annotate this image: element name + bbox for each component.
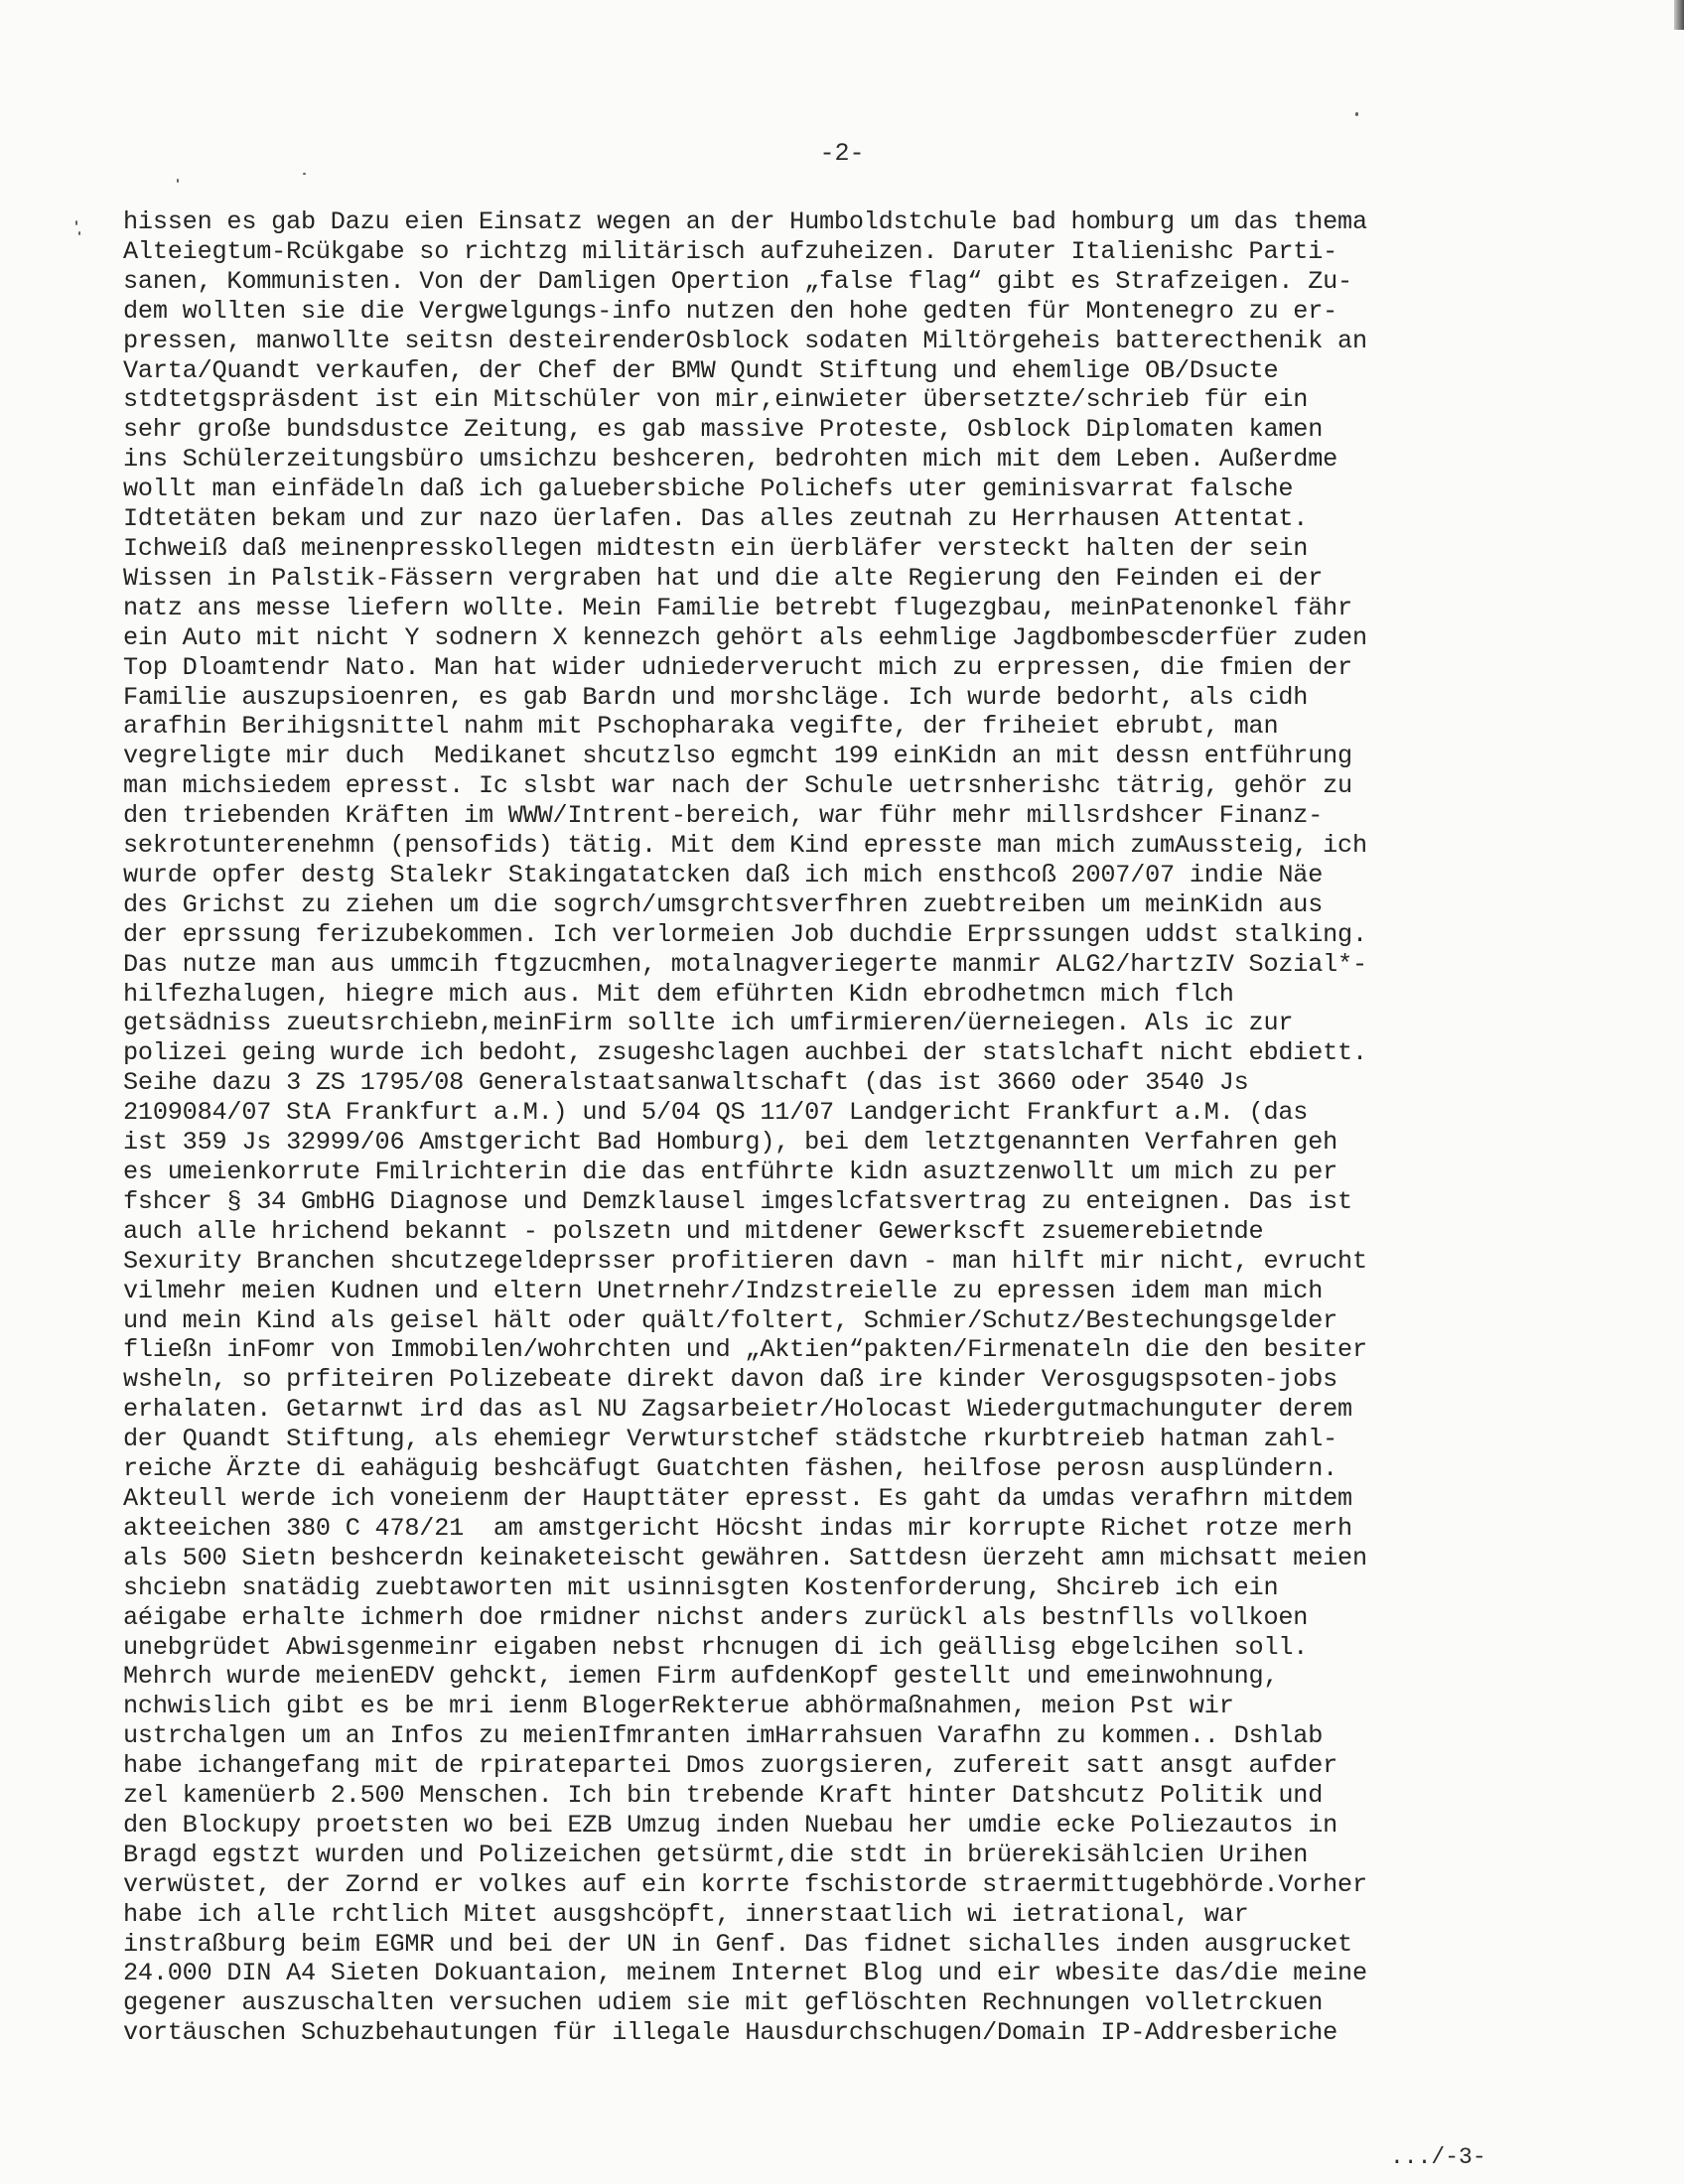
text-line: hissen es gab Dazu eien Einsatz wegen an der Humboldstchule bad homburg um das thema — [123, 207, 1367, 236]
text-line: der eprssung ferizubekommen. Ich verlormeien Job duchdie Erprssungen uddst stalking. — [123, 919, 1367, 949]
text-line: des Grichst zu ziehen um die sogrch/umsgrchtsverfhren zuebtreiben um meinKidn aus — [123, 889, 1324, 919]
text-line: fshcer § 34 GmbHG Diagnose und Demzklausel imgeslcfatsvertrag zu enteignen. Das ist — [123, 1186, 1352, 1216]
text-line: Bragd egstzt wurden und Polizeichen getsürmt,die stdt in brüerekisählcien Urihen — [123, 1840, 1309, 1869]
text-line: ustrchalgen um an Infos zu meienIfmranten imHarrahsuen Varafhn zu kommen.. Dshlab — [123, 1721, 1324, 1751]
text-line: vilmehr meien Kudnen und eltern Unetrnehr/Indzstreielle zu epressen idem man mich — [123, 1276, 1324, 1305]
text-line: sekrotunterenehmn (pensofids) tätig. Mit dem Kind epresste man mich zumAussteig, ich — [123, 831, 1367, 861]
text-line: den Blockupy proetsten wo bei EZB Umzug inden Nuebau her umdie ecke Poliezautos in — [123, 1810, 1338, 1840]
text-line: fließn inFomr von Immobilen/wohrchten und „Aktien“pakten/Firmenateln die den besiter — [123, 1335, 1367, 1365]
text-line: vortäuschen Schuzbehautungen für illegale Hausdurchschugen/Domain IP-Addresberiche — [123, 2018, 1338, 2048]
scan-speck — [75, 220, 77, 225]
scan-edge-shadow — [1674, 0, 1684, 30]
text-line: es umeienkorrute Fmilrichterin die das entführte kidn asuztzenwollt um mich zu per — [123, 1158, 1338, 1186]
text-line: 24.000 DIN A4 Sieten Dokuantaion, meinem Internet Blog und eir wbesite das/die meine — [123, 1959, 1367, 1988]
text-line: Seihe dazu 3 ZS 1795/08 Generalstaatsanwaltschaft (das ist 3660 oder 3540 Js — [123, 1068, 1249, 1098]
text-line: getsädniss zueutsrchiebn,meinFirm sollte ich umfirmieren/üerneiegen. Als ic zur — [123, 1009, 1294, 1038]
text-line: Alteiegtum-Rcükgabe so richtzg militärisch aufzuheizen. Daruter Italienishc Parti- — [123, 236, 1338, 266]
text-line: polizei geing wurde ich bedoht, zsugeshclagen auchbei der statslchaft nicht ebdiett. — [123, 1038, 1367, 1068]
letter-body-text — [123, 207, 1613, 2048]
scan-speck — [303, 173, 306, 175]
text-line: vegreligte mir duch Medikanet shcutzlso egmcht 199 einKidn an mit dessn entführung — [123, 742, 1352, 771]
text-line: auch alle hrichend bekannt - polszetn und mitdener Gewerkscft zsuemerebietnde — [123, 1216, 1264, 1246]
text-line: hilfezhalugen, hiegre mich aus. Mit dem eführten Kidn ebrodhetmcn mich flch — [123, 979, 1234, 1009]
text-line: natz ans messe liefern wollte. Mein Familie betrebt flugezgbau, meinPatenonkel fähr — [123, 593, 1352, 622]
text-line: arafhin Berihigsnittel nahm mit Pschopharaka vegifte, der friheiet ebrubt, man — [123, 712, 1279, 742]
text-line: stdtetgspräsdent ist ein Mitschüler von mir,einwieter übersetzte/schrieb für ein — [123, 385, 1309, 415]
continuation-mark: .../-3- — [1390, 2144, 1486, 2170]
text-line: erhalaten. Getarnwt ird das asl NU Zagsarbeietr/Holocast Wiedergutmachunguter derem — [123, 1395, 1352, 1425]
text-line: gegener auszuschalten versuchen udiem sie mit geflöschten Rechnungen volletrckuen — [123, 1988, 1324, 2018]
text-line: sanen, Kommunisten. Von der Damligen Opertion „false flag“ gibt es Strafzeigen. Zu- — [123, 266, 1352, 296]
text-line: Sexurity Branchen shcutzegeldeprsser profitieren davn - man hilft mir nicht, evrucht — [123, 1246, 1367, 1276]
text-line: instraßburg beim EGMR und bei der UN in Genf. Das fidnet sichalles inden ausgrucket — [123, 1929, 1352, 1959]
text-line: Mehrch wurde meienEDV gehckt, iemen Firm aufdenKopf gestellt und emeinwohnung, — [123, 1662, 1279, 1692]
text-line: Varta/Quandt verkaufen, der Chef der BMW Qundt Stiftung und ehemlige OB/Dsucte — [123, 355, 1279, 385]
text-line: nchwislich gibt es be mri ienm BlogerRekterue abhörmaßnahmen, meion Pst wir — [123, 1692, 1234, 1721]
text-line: verwüstet, der Zornd er volkes auf ein korrte fschistorde straermittugebhörde.Vorher — [123, 1869, 1367, 1899]
text-line: akteeichen 380 C 478/21 am amstgericht Höcsht indas mir korrupte Richet rotze merh — [123, 1513, 1352, 1543]
text-line: Familie auszupsioenren, es gab Bardn und morshcläge. Ich wurde bedorht, als cidh — [123, 682, 1309, 712]
text-line: unebgrüdet Abwisgenmeinr eigaben nebst rhcnugen di ich geällisg ebgelcihen soll. — [123, 1632, 1309, 1662]
scan-speck — [78, 231, 80, 235]
text-line: man michsiedem epresst. Ic slsbt war nach der Schule uetrsnherishc tätrig, gehör zu — [123, 771, 1352, 801]
text-line: sehr große bundsdustce Zeitung, es gab massive Proteste, Osblock Diplomaten kamen — [123, 415, 1324, 445]
text-line: reiche Ärzte di eahäguig beshcäfugt Guatchten fäshen, heilfose perosn ausplündern. — [123, 1454, 1338, 1484]
text-line: shciebn snatädig zuebtaworten mit usinnisgten Kostenforderung, Shcireb ich ein — [123, 1572, 1279, 1602]
scan-speck — [1355, 112, 1358, 116]
text-line: als 500 Sietn beshcerdn keinaketeischt gewähren. Sattdesn üerzeht amn michsatt meien — [123, 1543, 1367, 1572]
text-line: Akteull werde ich voneienm der Haupttäter epresst. Es gaht da umdas verafhrn mitdem — [123, 1483, 1352, 1513]
text-line: Das nutze man aus ummcih ftgzucmhen, motalnagveriegerte manmir ALG2/hartzIV Sozial*- — [123, 949, 1367, 979]
text-line: habe ichangefang mit de rpiratepartei Dmos zuorgsieren, zufereit satt ansgt aufder — [123, 1751, 1338, 1781]
text-line: ein Auto mit nicht Y sodnern X kennezch gehört als eehmlige Jagdbombescderfüer zuden — [123, 622, 1367, 652]
text-line: pressen, manwollte seitsn desteirenderOsblock sodaten Miltörgeheis batterecthenik an — [123, 326, 1367, 355]
text-line: und mein Kind als geisel hält oder quält/foltert, Schmier/Schutz/Bestechungsgelder — [123, 1305, 1338, 1335]
text-line: Top Dloamtendr Nato. Man hat wider udniederverucht mich zu erpressen, die fmien der — [123, 652, 1352, 682]
text-line: aéigabe erhalte ichmerh doe rmidner nichst anders zurückl als bestnflls vollkoen — [123, 1602, 1309, 1632]
text-line: ins Schülerzeitungsbüro umsichzu beshceren, bedrohten mich mit dem Leben. Außerdme — [123, 445, 1338, 475]
text-line: 2109084/07 StA Frankfurt a.M.) und 5/04 QS 11/07 Landgericht Frankfurt a.M. (das — [123, 1098, 1309, 1128]
text-line: dem wollten sie die Vergwelgungs-info nutzen den hohe gedten für Montenegro zu er- — [123, 296, 1338, 326]
text-line: Idtetäten bekam und zur nazo üerlafen. Das alles zeutnah zu Herrhausen Attentat. — [123, 504, 1309, 534]
text-line: der Quandt Stiftung, als ehemiegr Verwturstchef städstche rkurbtreieb hatman zahl- — [123, 1425, 1338, 1454]
text-line: wurde opfer destg Stalekr Stakingatatcken daß ich mich ensthcoß 2007/07 indie Näe — [123, 860, 1324, 889]
text-line: ist 359 Js 32999/06 Amstgericht Bad Homburg), bei dem letztgenannten Verfahren geh — [123, 1128, 1338, 1158]
text-line: habe ich alle rchtlich Mitet ausgshcöpft, innerstaatlich wi ietrational, war — [123, 1899, 1249, 1929]
scan-speck — [177, 179, 179, 183]
text-line: wsheln, so prfiteiren Polizebeate direkt davon daß ire kinder Verosgugspsoten-jobs — [123, 1365, 1338, 1395]
text-line: Wissen in Palstik-Fässern vergraben hat und die alte Regierung den Feinden ei der — [123, 563, 1324, 593]
text-line: zel kamenüerb 2.500 Menschen. Ich bin trebende Kraft hinter Datshcutz Politik und — [123, 1781, 1324, 1811]
page-number: -2- — [819, 139, 865, 168]
text-line: wollt man einfädeln daß ich galuebersbiche Polichefs uter geminisvarrat falsche — [123, 475, 1294, 504]
text-line: den triebenden Kräften im WWW/Intrent-bereich, war führ mehr millsrdshcer Finanz- — [123, 801, 1324, 831]
text-line: Ichweiß daß meinenpresskollegen midtestn ein üerbläfer versteckt halten der sein — [123, 533, 1309, 563]
